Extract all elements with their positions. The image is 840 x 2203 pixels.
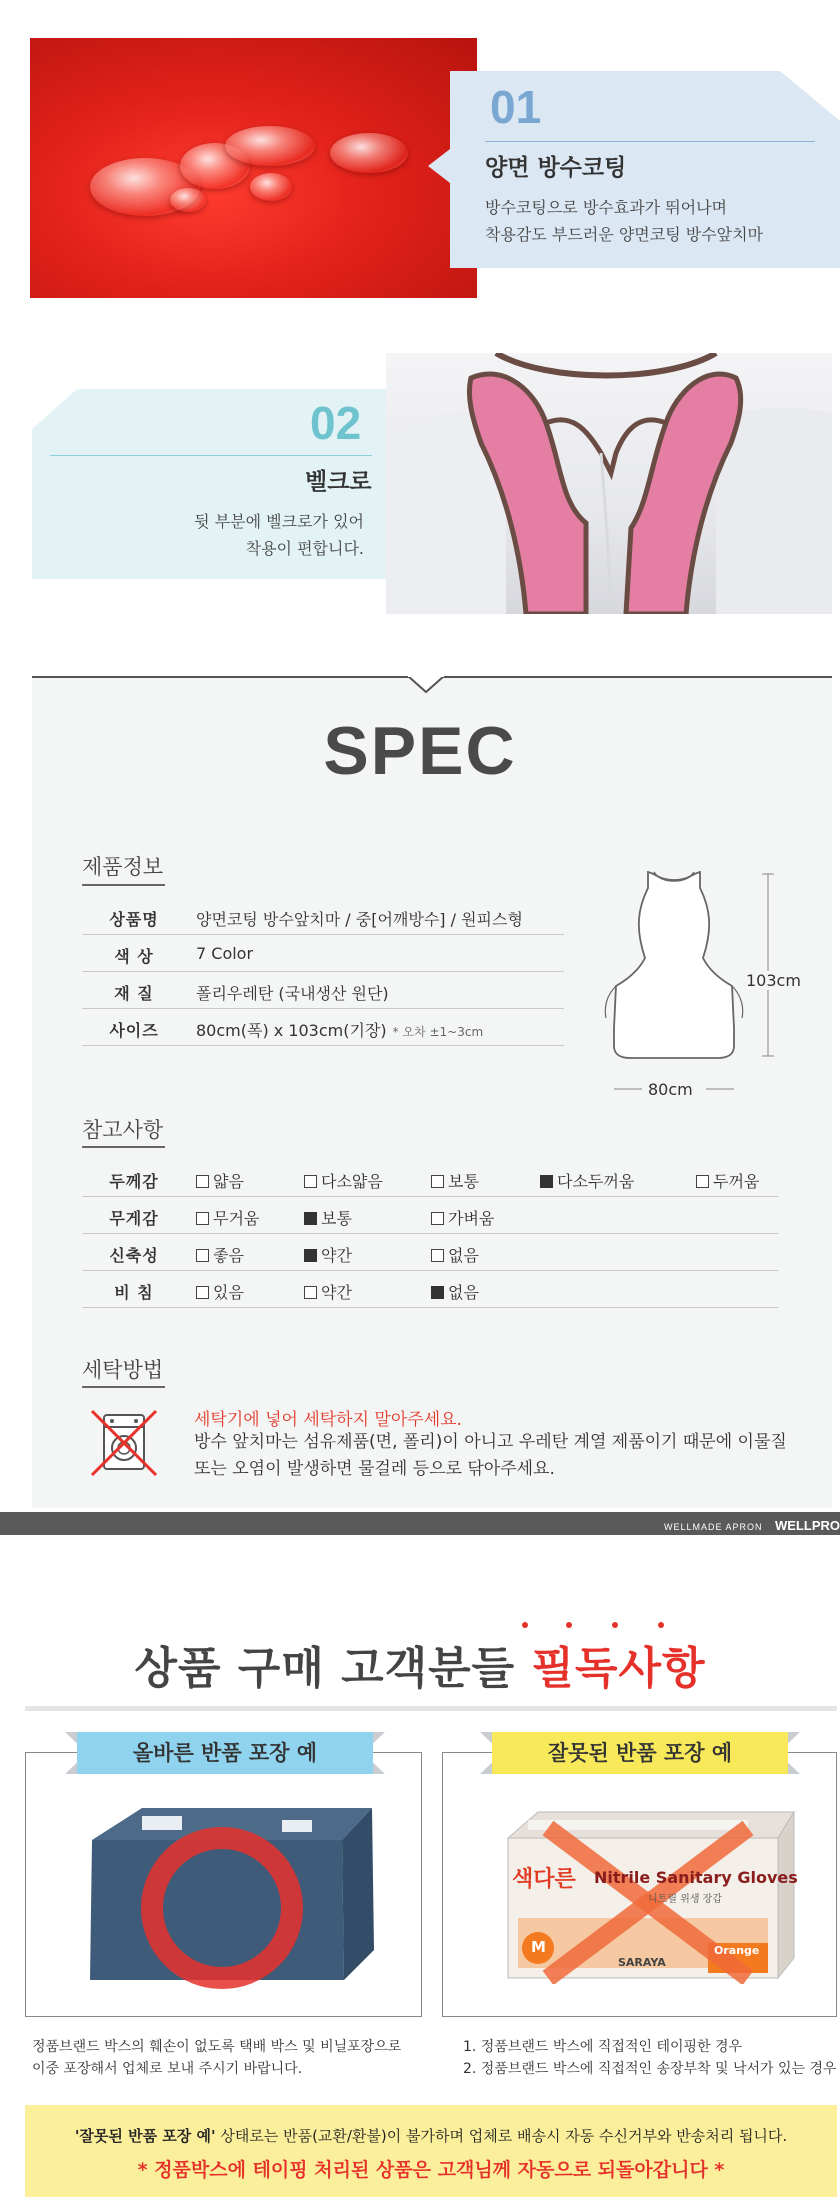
return-policy-line1 (25, 2125, 837, 2146)
return-policy-rest: 상태로는 반품(교환/환불)이 불가하며 업체로 배송시 자동 수신거부와 반송처리 됩니다. (215, 2127, 788, 2145)
checkbox (196, 1175, 209, 1188)
correct-example-label: 올바른 반품 포장 예 (132, 1741, 318, 1765)
row-label: 무게감 (109, 1209, 159, 1228)
feature1-title: 양면 방수코팅 (485, 155, 627, 181)
row-label: 재 질 (114, 984, 154, 1003)
checkbox (196, 1286, 209, 1299)
option-thin: 얇음 (196, 1169, 244, 1192)
box-maker: SARAYA (618, 1956, 666, 1969)
feature1-desc-line2: 착용감도 부드러운 양면코팅 방수앞치마 (485, 225, 764, 244)
velcro-back-photo (386, 353, 832, 614)
checkbox (304, 1175, 317, 1188)
box-product-name: Nitrile Sanitary Gloves (594, 1868, 798, 1887)
reference-underline (82, 1146, 165, 1148)
feature2-desc-line2: 착용이 편합니다. (245, 539, 364, 558)
feature1-desc-line1: 방수코팅으로 방수효과가 뛰어나며 (485, 198, 728, 217)
option-somewhat-thin: 다소얇음 (304, 1169, 383, 1192)
row-value: 양면코팅 방수앞치마 / 중[어깨방수] / 원피스형 (196, 910, 523, 929)
no-washing-machine-icon (88, 1407, 160, 1479)
return-policy-notice (25, 2105, 837, 2197)
table-row (82, 1009, 564, 1046)
diagram-height-label: 103cm (746, 971, 801, 990)
washing-title: 세탁방법 (82, 1358, 164, 1382)
row-label: 상품명 (109, 910, 159, 929)
wrong-example-label: 잘못된 반품 포장 예 (547, 1741, 733, 1765)
feature2-number: 02 (310, 397, 362, 449)
brand-band-text (664, 1517, 840, 1535)
option-slight: 약간 (304, 1243, 352, 1266)
checkbox (304, 1286, 317, 1299)
washing-warning: 세탁기에 넣어 세탁하지 말아주세요. (194, 1410, 462, 1430)
brand-small: WELLMADE APRON (664, 1522, 763, 1532)
brand-band (0, 1512, 840, 1535)
reference-title: 참고사항 (82, 1118, 164, 1142)
row-label: 사이즈 (109, 1021, 159, 1040)
feature2-desc-line1: 뒷 부분에 벨크로가 있어 (194, 512, 364, 531)
row-label: 두께감 (109, 1172, 159, 1191)
table-row (82, 972, 564, 1009)
option-none: 없음 (431, 1243, 479, 1266)
box-product-subtitle: 니트릴 위생 장갑 (648, 1894, 722, 1905)
return-policy-line2: * 정품박스에 테이핑 처리된 상품은 고객님께 자동으로 되돌아갑니다 * (137, 2159, 725, 2181)
checkbox-checked (540, 1175, 553, 1188)
row-value (196, 1018, 483, 1041)
option-normal: 보통 (304, 1206, 352, 1229)
product-info-title: 제품정보 (82, 855, 164, 879)
notice-title-emphasis: 필독사항 (531, 1643, 706, 1694)
row-value: 7 Color (196, 944, 254, 963)
wrong-note-line2: 2. 정품브랜드 박스에 직접적인 송장부착 및 낙서가 있는 경우 (463, 2061, 837, 2077)
option-somewhat-thick: 다소두꺼움 (540, 1169, 634, 1192)
product-info-underline (82, 884, 165, 886)
checkbox (431, 1212, 444, 1225)
box-korean-brand: 색다른 (512, 1867, 576, 1892)
checkbox-checked (304, 1249, 317, 1262)
checkbox (431, 1249, 444, 1262)
checkbox (196, 1249, 209, 1262)
correct-note-line1: 정품브랜드 박스의 훼손이 없도록 택배 박스 및 비닐포장으로 (32, 2039, 402, 2055)
option-thick: 두꺼움 (696, 1169, 759, 1192)
size-value: 80cm(폭) x 103cm(기장) (196, 1021, 387, 1040)
option-good: 좋음 (196, 1243, 244, 1266)
return-policy-bold: '잘못된 반품 포장 예' (74, 2127, 216, 2145)
option-normal: 보통 (431, 1169, 479, 1192)
spec-heading: SPEC (323, 713, 517, 789)
waterproof-coating-photo (30, 38, 477, 298)
notice-title (0, 1632, 840, 1696)
row-label: 비 침 (114, 1283, 154, 1302)
brand-logo: WELLPRO (775, 1518, 840, 1533)
option-none: 없음 (431, 1280, 479, 1303)
table-row (82, 1271, 778, 1308)
washing-note-line1: 방수 앞치마는 섬유제품(면, 폴리)이 아니고 우레탄 계열 제품이기 때문에 이물질 (194, 1432, 787, 1452)
row-value: 폴리우레탄 (국내생산 원단) (196, 984, 389, 1003)
wrong-packaging-image (498, 1808, 798, 1984)
spec-notch (408, 674, 444, 694)
checkbox-checked (304, 1212, 317, 1225)
table-row (82, 1234, 778, 1271)
washing-underline (82, 1386, 165, 1388)
feature2-title: 벨크로 (305, 469, 372, 495)
row-label: 신축성 (109, 1246, 159, 1265)
checkbox (196, 1212, 209, 1225)
diagram-width-label: 80cm (648, 1080, 693, 1099)
option-light: 가벼움 (431, 1206, 494, 1229)
box-size: M (531, 1938, 546, 1956)
feature1-number: 01 (490, 81, 542, 133)
checkbox (431, 1175, 444, 1188)
size-tolerance: * 오차 ±1~3cm (392, 1025, 484, 1039)
table-row (82, 898, 564, 935)
notice-divider (25, 1706, 837, 1711)
notice-title-plain: 상품 구매 고객분들 (134, 1643, 532, 1694)
feature2-divider (50, 455, 372, 456)
option-yes: 있음 (196, 1280, 244, 1303)
correct-packaging-image (72, 1800, 382, 2000)
checkbox-checked (431, 1286, 444, 1299)
table-row (82, 935, 564, 972)
checkbox (696, 1175, 709, 1188)
feature1-divider (485, 141, 815, 142)
washing-note-line2: 또는 오염이 발생하면 물걸레 등으로 닦아주세요. (194, 1459, 555, 1479)
option-slight: 약간 (304, 1280, 352, 1303)
row-label: 색 상 (114, 947, 154, 966)
correct-note-line2: 이중 포장해서 업체로 보내 주시기 바랍니다. (32, 2061, 303, 2077)
box-color: Orange (714, 1944, 760, 1957)
table-row (82, 1160, 778, 1197)
table-row (82, 1197, 778, 1234)
emphasis-dots (518, 1618, 718, 1632)
option-heavy: 무거움 (196, 1206, 259, 1229)
wrong-note-line1: 1. 정품브랜드 박스에 직접적인 테이핑한 경우 (463, 2039, 743, 2055)
